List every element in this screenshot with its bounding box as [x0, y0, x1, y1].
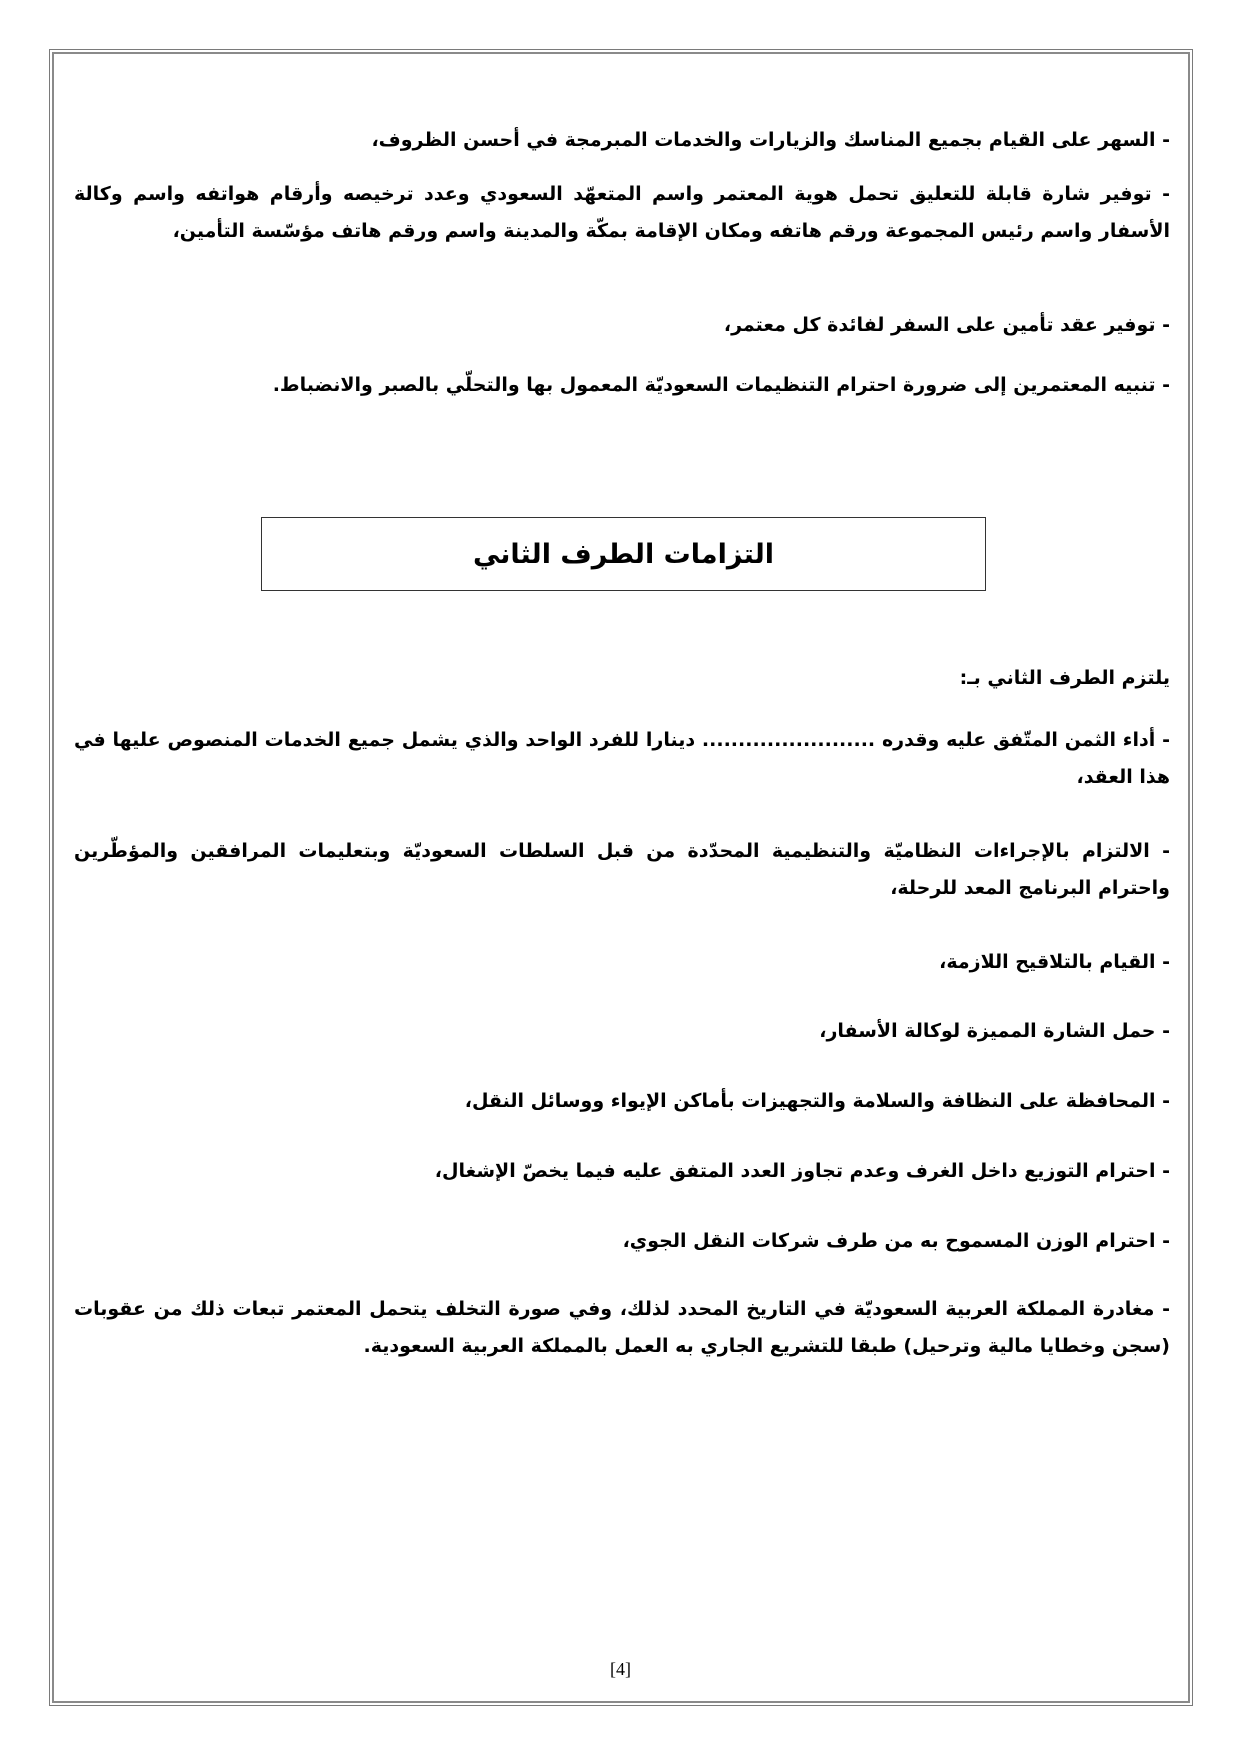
party2-intro: يلتزم الطرف الثاني بـ:: [959, 667, 1170, 689]
party1-item-3: - توفير عقد تأمين على السفر لفائدة كل معتمر،: [723, 314, 1170, 336]
section-title-box: [261, 517, 986, 591]
party2-item-4: - حمل الشارة المميزة لوكالة الأسفار،: [819, 1020, 1170, 1042]
party2-item-1: - أداء الثمن المتّفق عليه وقدره ........................ دينارا للفرد الواحد والذي يشمل جميع الخدمات المنصوص عليها في هذا العقد،: [74, 729, 1170, 788]
party2-item-8: - مغادرة المملكة العربية السعوديّة في التاريخ المحدد لذلك، وفي صورة التخلف يتحمل المعتمر تبعات ذلك من عقوبات (سجن وخطايا مالية وترحيل) طبقا للتشريع الجاري به العمل بالمملكة العربية السعودية.: [74, 1298, 1170, 1357]
party2-item-5: - المحافظة على النظافة والسلامة والتجهيزات بأماكن الإيواء ووسائل النقل،: [464, 1090, 1170, 1112]
party2-item-6: - احترام التوزيع داخل الغرف وعدم تجاوز العدد المتفق عليه فيما يخصّ الإشغال،: [434, 1160, 1170, 1182]
party2-item-3: - القيام بالتلاقيح اللازمة،: [939, 951, 1170, 973]
party1-item-1: - السهر على القيام بجميع المناسك والزيارات والخدمات المبرمجة في أحسن الظروف،: [371, 129, 1170, 151]
party2-item-2: - الالتزام بالإجراءات النظاميّة والتنظيمية المحدّدة من قبل السلطات السعوديّة وبتعليمات المرافقين والمؤطّرين واحترام البرنامج المعد للرحلة،: [74, 840, 1170, 899]
party1-item-2: - توفير شارة قابلة للتعليق تحمل هوية المعتمر واسم المتعهّد السعودي وعدد ترخيصه وأرقام هواتفه واسم وكالة الأسفار واسم رئيس المجموعة ورقم هاتفه ومكان الإقامة بمكّة والمدينة واسم ورقم هاتف مؤسّسة التأمين،: [74, 183, 1170, 242]
page-number: [4]: [610, 1659, 631, 1679]
party2-item-7: - احترام الوزن المسموح به من طرف شركات النقل الجوي،: [622, 1230, 1170, 1252]
section-title: التزامات الطرف الثاني: [472, 538, 775, 570]
party1-item-4: - تنبيه المعتمرين إلى ضرورة احترام التنظيمات السعوديّة المعمول بها والتحلّي بالصبر والانضباط.: [272, 374, 1170, 396]
